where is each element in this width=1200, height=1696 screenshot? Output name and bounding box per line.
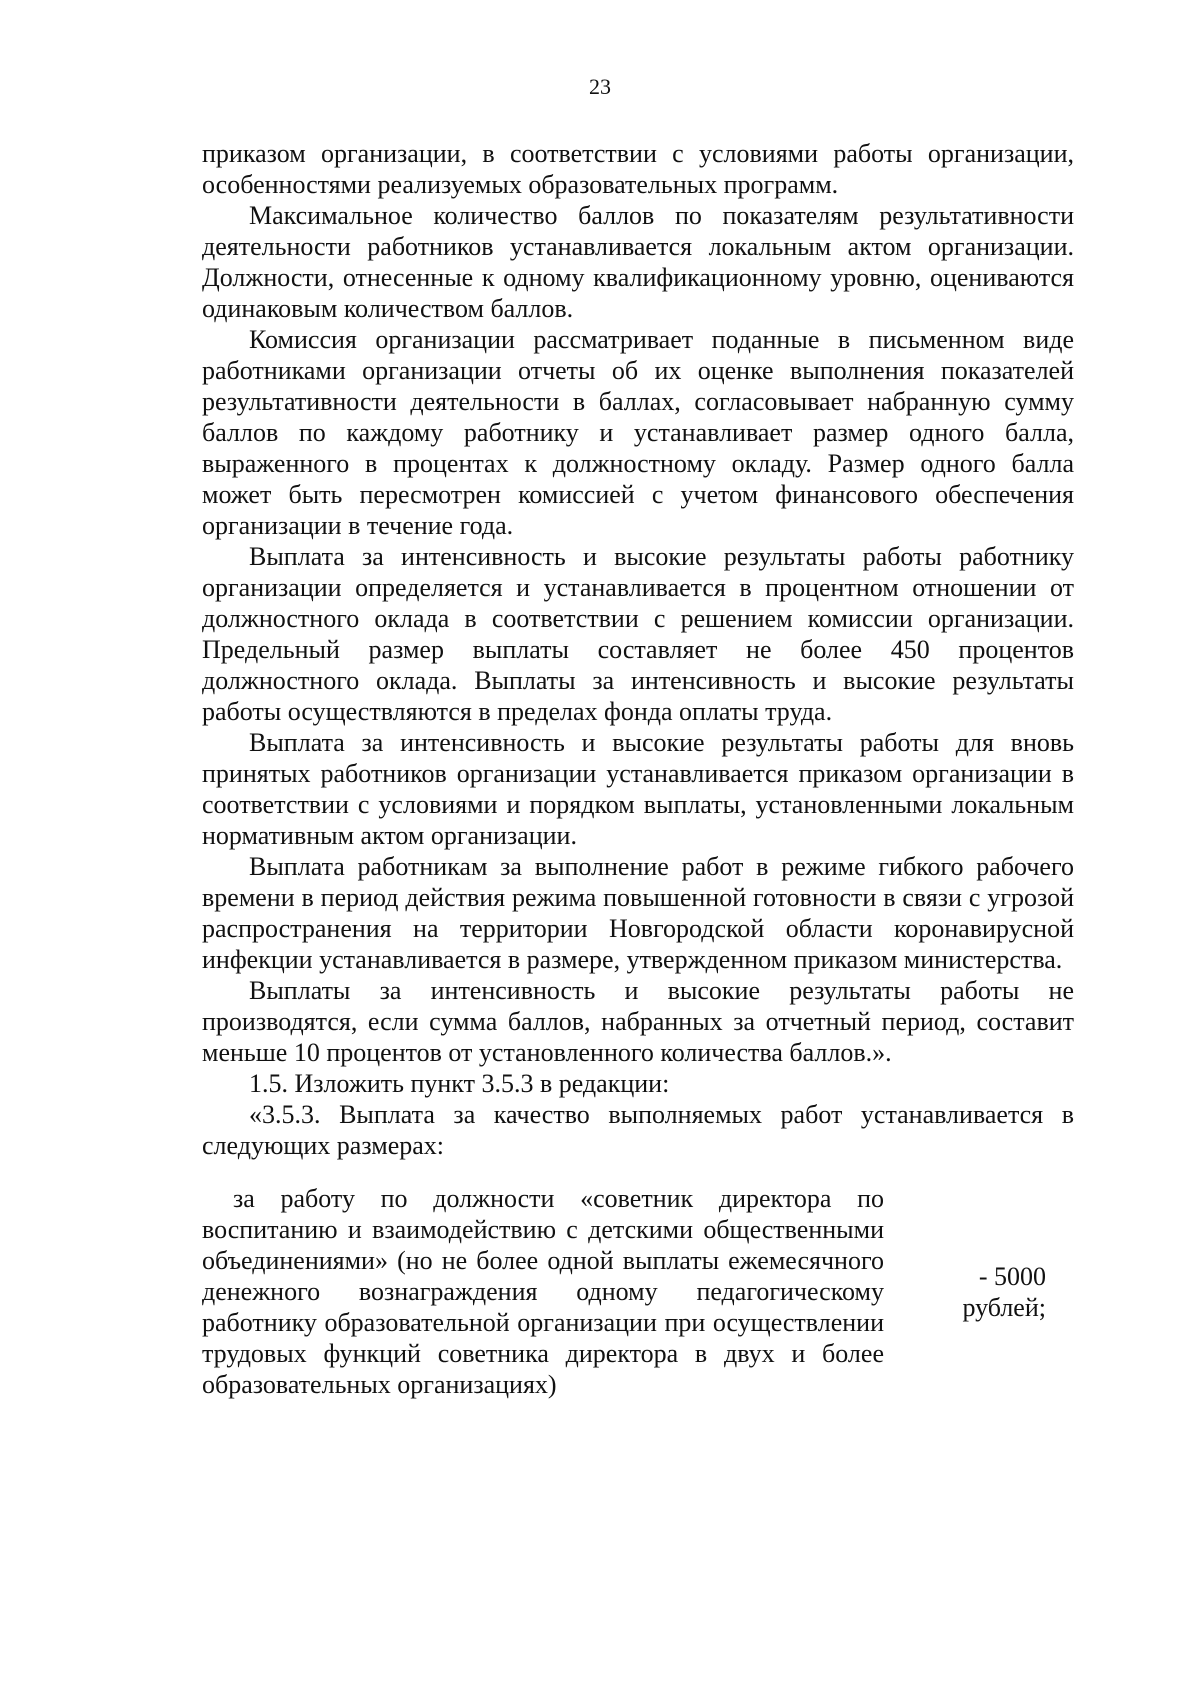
page-number: 23 [589, 74, 611, 99]
paragraph: Выплаты за интенсивность и высокие результаты работы не производятся, если сумма баллов, набранных за отчетный период, составит меньше 10 процентов от установленного количества баллов.». [202, 976, 1074, 1067]
paragraph: приказом организации, в соответствии с условиями работы организации, особенностями реализуемых образовательных программ. [202, 139, 1074, 199]
paragraph: Выплата работникам за выполнение работ в режиме гибкого рабочего времени в период действия режима повышенной готовности в связи с угрозой распространения на территории Новгородской области коронавирусной инфекции устанавливается в размере, утвержденном приказом министерства. [202, 852, 1074, 974]
payment-table-row [202, 1183, 1074, 1400]
paragraph: «3.5.3. Выплата за качество выполняемых работ устанавливается в следующих размерах: [202, 1100, 1074, 1160]
paragraph: 1.5. Изложить пункт 3.5.3 в редакции: [249, 1069, 670, 1098]
payment-amount-cell [896, 1183, 1074, 1400]
paragraph: Максимальное количество баллов по показателям результативности деятельности работников устанавливается локальным актом организации. Должности, отнесенные к одному квалификационному уровню, оцениваются одинаковым количеством баллов. [202, 201, 1074, 323]
paragraph: Выплата за интенсивность и высокие результаты работы работнику организации определяется и устанавливается в процентном отношении от должностного оклада в соответствии с решением комиссии организации. Предельный размер выплаты составляет не более 450 процентов должностного оклада. Выплаты за интенсивность и высокие результаты работы осуществляются в пределах фонда оплаты труда. [202, 542, 1074, 726]
paragraph: Выплата за интенсивность и высокие результаты работы для вновь принятых работников организации устанавливается приказом организации в соответствии с условиями и порядком выплаты, установленными локальным нормативным актом организации. [202, 728, 1074, 850]
paragraph: Комиссия организации рассматривает поданные в письменном виде работниками организации отчеты об их оценке выполнения показателей результативности деятельности в баллах, согласовывает набранную сумму баллов по каждому работнику и устанавливает размер одного балла, выраженного в процентах к должностному окладу. Размер одного балла может быть пересмотрен комиссией с учетом финансового обеспечения организации в течение года. [202, 325, 1074, 540]
document-body [202, 138, 1074, 1400]
payment-description: за работу по должности «советник директора по воспитанию и взаимодействию с детскими общественными объединениями» (но не более одной выплаты ежемесячного денежного вознаграждения одному педагогическому работнику образовательной организации при осуществлении трудовых функций советника директора в двух и более образовательных организациях) [202, 1184, 884, 1399]
payment-amount: - 5000 [978, 1261, 1046, 1291]
payment-unit: рублей; [962, 1292, 1046, 1322]
